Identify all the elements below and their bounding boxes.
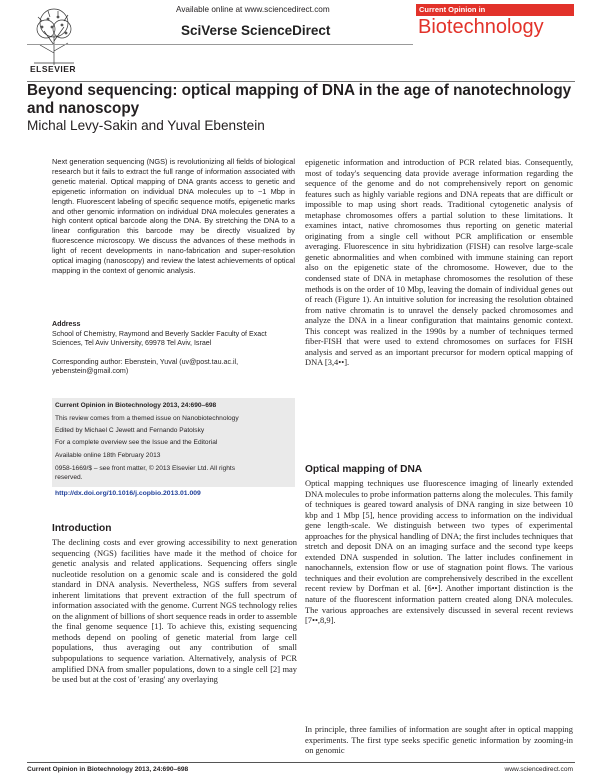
copyright-line-1: 0958-1669/$ – see front matter, © 2013 Elsevier Ltd. All rights (55, 465, 236, 472)
footer-journal: Current Opinion in Biotechnology 2013, 24:690–698 (27, 766, 189, 773)
overview-links[interactable]: For a complete overview see the Issue and the Editorial (55, 439, 218, 446)
elsevier-tree-logo (28, 5, 80, 67)
copyright-line-2: reserved. (55, 474, 83, 481)
journal-logo-main: Biotechnology (418, 16, 544, 38)
sciverse-sciencedirect[interactable]: SciVerse ScienceDirect (181, 23, 331, 38)
journal-reference: Current Opinion in Biotechnology 2013, 24:690–698 (55, 402, 217, 409)
header-rule (27, 44, 413, 45)
publisher-name: ELSEVIER (30, 64, 77, 74)
doi-link[interactable]: http://dx.doi.org/10.1016/j.copbio.2013.01.009 (55, 490, 201, 497)
address-label: Address (52, 320, 81, 328)
themed-issue: This review comes from a themed issue on Nanobiotechnology (55, 415, 239, 422)
abstract-text: Next generation sequencing (NGS) is revolutionizing all fields of biological research but it fails to extract the full range of information associated with genetic material. Optical mapping of DNA grants access to genetic and epigenetic information on individual DNA molecules up to ~1 Mbp in length. Fluorescent labeling of specific sequence motifs, epigenetic marks and other genomic information on individual DNA molecules generates a high content optical barcode along the DNA. By stretching the DNA to a linear configuration this barcode may be directly visualized by fluorescence microscopy. We discuss the advances of these methods in light of recent developments in nano-fabrication and super-resolution optical imaging (nanoscopy) and review the latest achievements of optical mapping in the context of genomic analysis. (52, 157, 295, 275)
right-column-para-1: epigenetic information and introduction of PCR related bias. Consequently, most of today's sequencing data provide average information regarding the sequence of the genome and do not comprehensively report on genomic features such as highly variable regions and DNA repeats that are difficult or impossible to map using short reads. Traditional cytogenetic analysis of metaphase chromosomes offers a partial solution to these limitations. It examines intact, native chromosomes thus reporting on genetic material originating from a single cell without PCR amplification or ensemble averaging. Fluorescence in situ hybridization (FISH) can resolve large-scale genetic abnormalities and when combined with immune staining can report also on the epigenetic state of the chromosome. However, due to the condensed state of DNA in metaphase chromosomes the resolution of these methods is on the order of 10 Mbp, leaving the domain of individual genes out of reach (Figure 1). An intuitive solution for increasing the resolution obtained from native chromatin is to unravel the densely packed chromosomes and analyze the DNA in a linear configuration that maintains genomic context. This concept was realized in the 1990s by a number of techniques termed fiber-FISH that were used to extend chromosomes on surfaces for FISH analysis and served as an important precursor for modern optical mapping of DNA [3,4••]. (305, 157, 573, 368)
edited-by: Edited by Michael C Jewett and Fernando Patolsky (55, 427, 205, 434)
journal-logo (416, 4, 574, 62)
available-online-date: Available online 18th February 2013 (55, 452, 161, 459)
journal-logo-top: Current Opinion in (416, 4, 574, 16)
available-online-line[interactable]: Available online at www.sciencedirect.com (176, 5, 330, 14)
article-title: Beyond sequencing: optical mapping of DNA in the age of nanotechnology and nanoscopy (27, 82, 572, 117)
corresponding-author: Corresponding author: Ebenstein, Yuval (uv@post.tau.ac.il, yebenstein@gmail.com) (52, 358, 239, 376)
right-column-para-2: Optical mapping techniques use fluorescence imaging of linearly extended DNA molecules to probe information patterns along the molecules. This family of techniques is geared toward analysis of DNA ranging in size between 10 kbp and 1 Mbp [5], hence providing access to information on the individual gene length-scale. We distinguish between two types of experimental approaches for the physical handling of DNA; the first includes techniques that stretch and deposit DNA on an imaging surface and the second type keeps extended DNA suspended in solution. The latter includes confinement in nanochannels, extension flow or use of stagnation point flows. The various techniques and their evolution are comprehensively described in the excellent recent review by Dorfman et al. [6••]. Another important distinction is the nature of the fluorescent information pattern created along DNA molecules. The various approaches are extensively discussed in several recent reviews [7••,8,9]. (305, 478, 573, 626)
article-info-box (52, 398, 295, 487)
footer-url[interactable]: www.sciencedirect.com (504, 766, 573, 773)
introduction-text: The declining costs and ever growing accessibility to next generation sequencing (NGS) facilities have made it the method of choice for genetic analysis and related applications. Sequencing offers single nucleotide resolution on a genomic scale and is considered the gold standard in DNA analysis. Nevertheless, NGS suffers from several inherent limitations that prevent extraction of the full spectrum of information associated with the genome. Current NGS technology relies on the alignment of billions of short sequence reads in order to assemble the final genome sequence [1]. To achieve this, existing sequencing methods depend on pooling of genetic material from large cell populations, thus averaging out any contribution of small subpopulations to sequence variation. Alternatively, analysis of PCR amplified DNA from smaller populations, down to a single cell [2] may be used but at the cost of 'erasing' any overlaying (52, 537, 297, 685)
address-text: School of Chemistry, Raymond and Beverly Sackler Faculty of Exact Sciences, Tel Aviv University, 69978 Tel Aviv, Israel (52, 330, 267, 348)
section-heading-optical-mapping: Optical mapping of DNA (305, 464, 423, 475)
right-column-para-3: In principle, three families of information are sought after in optical mapping experiments. The first type seeks specific genetic information by zooming-in on genomic (305, 724, 573, 756)
article-authors: Michal Levy-Sakin and Yuval Ebenstein (27, 118, 265, 133)
footer-rule (27, 762, 575, 763)
section-heading-introduction: Introduction (52, 523, 112, 534)
